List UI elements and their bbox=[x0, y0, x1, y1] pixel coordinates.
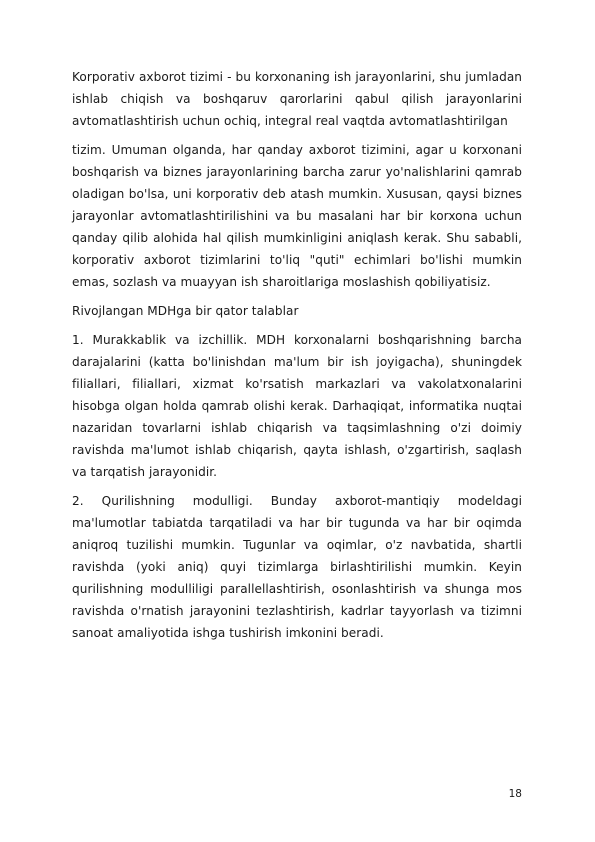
intro-paragraph: Korporativ axborot tizimi - bu korxonaning ish jarayonlarini, shu jumladan ishlab chiqish va boshqaruv qarorlarini qabul qilish jarayonlarini avtomatlashtirish uchun ochiq, integral real vaqtda avtomatlashtirilgan bbox=[72, 70, 522, 128]
section-heading: Rivojlangan MDHga bir qator talablar bbox=[72, 304, 299, 318]
body-paragraph: tizim. Umuman olganda, har qanday axborot tizimini, agar u korxonani boshqarish va biznes jarayonlarining barcha zarur yo'nalishlarini qamrab oladigan bo'lsa, uni korporativ deb atash mumkin. Xususan, qaysi biznes jarayonlar avtomatlashtirilishini va bu masalani har bir korxona uchun qanday qilib alohida hal qilish mumkinligini aniqlash kerak. Shu sababli, korporativ axborot tizimlarini to'liq "quti" echimlari bo'lishi mumkin emas, sozlash va muayyan ish sharoitlariga moslashish qobiliyatisiz. bbox=[72, 143, 522, 289]
page-number: 18 bbox=[508, 788, 522, 800]
requirement-2-paragraph: 2. Qurilishning modulligi. Bunday axborot-mantiqiy modeldagi ma'lumotlar tabiatda tarqatiladi va har bir tugunda va har bir oqimda aniqroq tuzilishi mumkin. Tugunlar va oqimlar, o'z navbatida, shartli ravishda (yoki aniq) quyi tizimlarga birlashtirilishi mumkin. Keyin qurilishning modulliligi parallellashtirish, osonlashtirish va shunga mos ravishda o'rnatish jarayonini tezlashtirish, kadrlar tayyorlash va tizimni sanoat amaliyotida ishga tushirish imkonini beradi. bbox=[72, 494, 522, 640]
document-page bbox=[72, 66, 522, 651]
requirement-1-paragraph: 1. Murakkablik va izchillik. MDH korxonalarni boshqarishning barcha darajalarini (katta bo'linishdan ma'lum bir ish joyigacha), shuningdek filiallari, filiallari, xizmat ko'rsatish markazlari va vakolatxonalarini hisobga olgan holda qamrab olishi kerak. Darhaqiqat, informatika nuqtai nazaridan tovarlarni ishlab chiqarish va taqsimlashning o'zi doimiy ravishda ma'lumot ishlab chiqarish, qayta ishlash, o'zgartirish, saqlash va tarqatish jarayonidir. bbox=[72, 333, 522, 479]
